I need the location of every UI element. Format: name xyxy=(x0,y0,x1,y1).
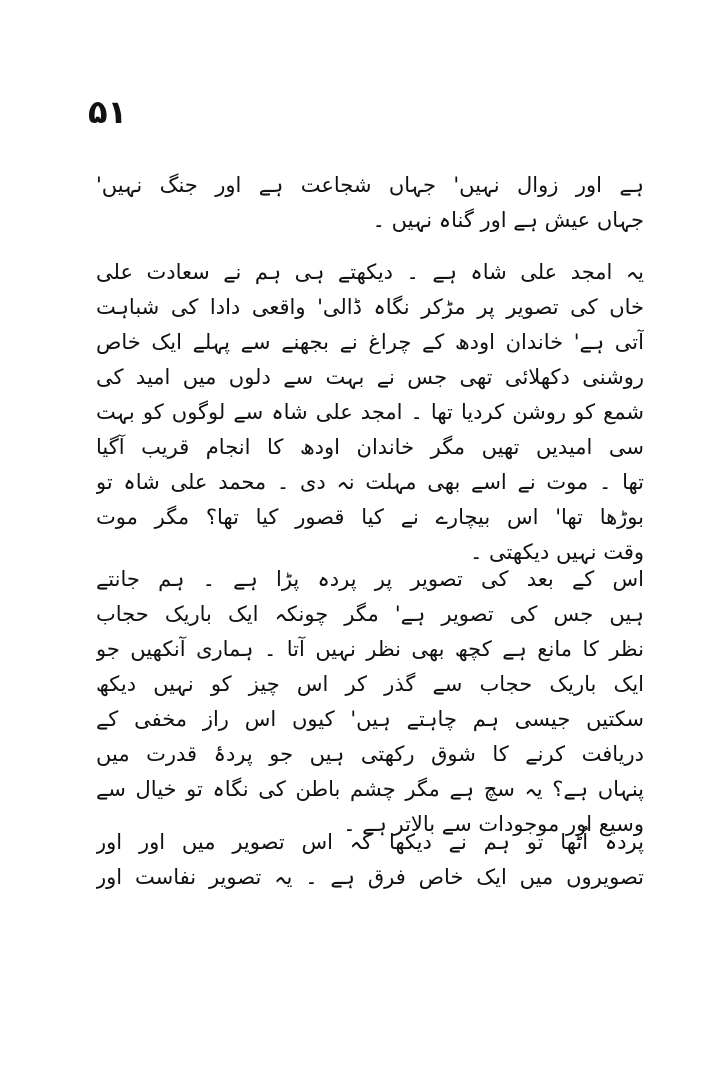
text-line: پنہاں ہے؟ یہ سچ ہے مگر چشم باطن کی نگاہ تو خیال سے xyxy=(96,777,644,801)
text-line: بوڑھا تھا' اس بیچارے نے کیا قصور کیا تھا؟ مگر موت xyxy=(96,505,644,529)
text-line: دریافت کرنے کا شوق رکھتی ہیں جو پردۂ قدرت میں xyxy=(96,742,644,766)
text-line: روشنی دکھلائی تھی جس نے بہت سے دلوں میں امید کی xyxy=(96,365,644,389)
text-line: سی امیدیں تھیں مگر خاندان اودھ کا انجام قریب آگیا xyxy=(96,435,644,459)
paragraph-2 xyxy=(96,255,644,570)
text-line: اس کے بعد کی تصویر پر پردہ پڑا ہے ۔ ہم جانتے xyxy=(96,567,644,591)
text-line: جہاں عیش ہے اور گناہ نہیں ۔ xyxy=(372,208,644,232)
page-number: ۵۱ xyxy=(88,93,128,131)
text-line: وسیع اور موجودات سے بالاتر ہے ۔ xyxy=(343,812,644,836)
text-line: وقت نہیں دیکھتی ۔ xyxy=(470,540,644,564)
text-line: خاں کی تصویر پر مڑکر نگاہ ڈالی' واقعی دادا کی شباہت xyxy=(96,295,644,319)
text-line: شمع کو روشن کردیا تھا ۔ امجد علی شاہ سے لوگوں کو بہت xyxy=(96,400,644,424)
text-line: تصویروں میں ایک خاص فرق ہے ۔ یہ تصویر نفاست اور xyxy=(96,865,644,889)
text-line: ہے اور زوال نہیں' جہاں شجاعت ہے اور جنگ نہیں' xyxy=(96,173,644,197)
text-line: یہ امجد علی شاہ ہے ۔ دیکھتے ہی ہم نے سعادت علی xyxy=(96,260,644,284)
paragraph-3 xyxy=(96,562,644,842)
text-line: آتی ہے' خاندان اودھ کے چراغ نے بجھنے سے پہلے ایک خاص xyxy=(96,330,644,354)
paragraph-4 xyxy=(96,825,644,895)
text-line: پردہ اُٹھا تو ہم نے دیکھا کہ اس تصویر میں اور اور xyxy=(96,830,644,854)
text-line: ہیں جس کی تصویر ہے' مگر چونکہ ایک باریک حجاب xyxy=(96,602,644,626)
paragraph-1 xyxy=(96,168,644,238)
text-line: نظر کا مانع ہے کچھ بھی نظر نہیں آتا ۔ ہماری آنکھیں جو xyxy=(96,637,644,661)
text-line: ایک باریک حجاب سے گذر کر اس چیز کو نہیں دیکھ xyxy=(96,672,644,696)
text-line: سکتیں جیسی ہم چاہتے ہیں' کیوں اس راز مخفی کے xyxy=(96,707,644,731)
text-line: تھا ۔ موت نے اسے بھی مہلت نہ دی ۔ محمد علی شاہ تو xyxy=(96,470,644,494)
